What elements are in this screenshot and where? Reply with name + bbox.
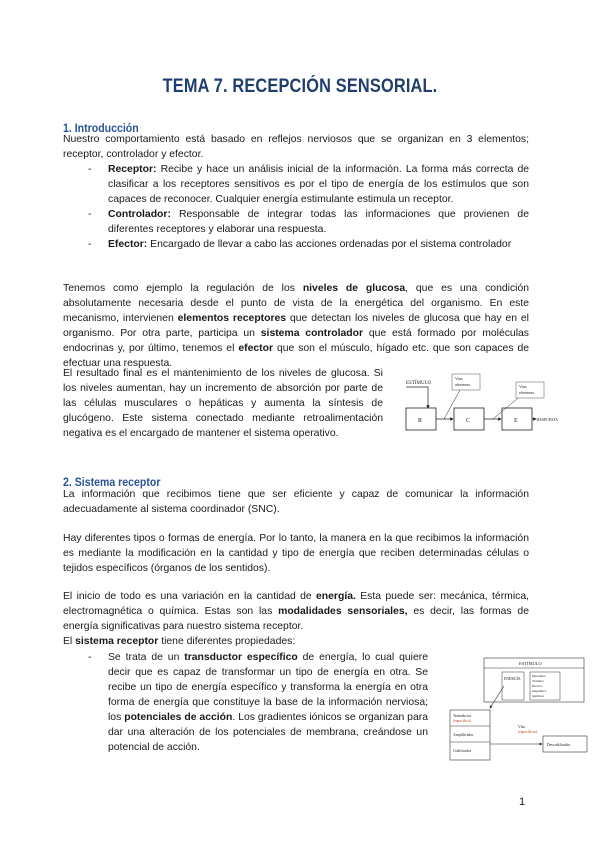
- svg-text:ESTÍMULO: ESTÍMULO: [519, 661, 542, 666]
- result-paragraph: El resultado final es el mantenimiento de los niveles de glucosa. Si los niveles aumentan, hay un incremento de absorción por parte de las células musculares o hepáticas y aumenta la síntesis de glucógeno. Este sistema conectado mediante retroalimentación negativa es el encargado de mantener el sistema operativo.: [63, 368, 383, 439]
- list-item-transductor: - Se trata de un transductor específico de energía, lo cual quiere decir que es capaz de transformar un tipo de energía en otra. Se recibe un tipo de energía específico y transforma la energía en otra forma de energía que constituye la base de la información nerviosa; los potenciales de acción. Los gradientes iónicos se organizan para dar una alteración de los potenciales de membrana, creándose un potencial de acción.: [88, 652, 428, 753]
- properties-intro: El sistema receptor tiene diferentes propiedades:: [63, 636, 296, 647]
- svg-text:Electro-: Electro-: [532, 684, 544, 688]
- response-label: RESPUESTA: [537, 418, 559, 422]
- list-item-text: Responsable de integrar todas las informaciones que provienen de diferentes receptores y elaborar una respuesta.: [108, 209, 529, 235]
- page-title: TEMA 7. RECEPCIÓN SENSORIAL.: [162, 76, 438, 97]
- list-item-controlador: - Controlador: Responsable de integrar todas las informaciones que provienen de diferentes receptores y elaborar una respuesta.: [88, 209, 529, 235]
- stimulus-label: ESTÍMULO: [406, 381, 432, 386]
- receptor-label: R: [418, 418, 423, 424]
- svg-text:magnética: magnética: [532, 689, 547, 693]
- efficiency-paragraph: La información que recibimos tiene que ser eficiente y capaz de comunicar la información adecuadamente al sistema coordinador (SNC).: [63, 489, 529, 515]
- list-item-text: Encargado de llevar a cabo las acciones ordenadas por el sistema controlador: [147, 239, 512, 250]
- svg-text:Química: Química: [532, 694, 545, 698]
- svg-text:(específicas): (específicas): [518, 730, 538, 734]
- list-item-label: Receptor:: [108, 164, 157, 175]
- svg-text:Transductor: Transductor: [453, 714, 472, 718]
- svg-text:Vías: Vías: [518, 725, 525, 729]
- list-item-label: Efector:: [108, 239, 148, 250]
- svg-text:Mecánica: Mecánica: [532, 674, 546, 678]
- glucose-paragraph: Tenemos como ejemplo la regulación de los niveles de glucosa, que es una condición absolutamente necesaria desde el punto de vista de la energética del organismo. En este mecanismo, intervienen elementos receptores que detectan los niveles de glucosa que hay en el organismo. Por otra parte, participa un sistema controlador que está formado por moléculas endocrinas y, por último, tenemos el efector que son el músculo, hígado etc. que son capaces de efectuar una respuesta.: [63, 283, 530, 369]
- list-item-efector: - Efector: Encargado de llevar a cabo las acciones ordenadas por el sistema controlador: [88, 239, 512, 250]
- svg-text:Amplificador: Amplificador: [453, 733, 474, 737]
- svg-text:(específico): (específico): [453, 719, 471, 723]
- svg-text:Vías: Vías: [455, 376, 463, 381]
- modalities-paragraph: El inicio de todo es una variación en la cantidad de energía. Esta puede ser: mecánica, térmica, electromagnética o química. Estas son las modalidades sensoriales, es decir, las formas de energía significativas para nuestro sistema receptor.: [63, 591, 529, 632]
- effector-label: E: [514, 418, 518, 424]
- svg-text:Descodificador: Descodificador: [547, 743, 571, 747]
- svg-text:Codificador: Codificador: [453, 749, 472, 753]
- controller-label: C: [466, 418, 471, 424]
- svg-text:aferentes: aferentes: [455, 382, 471, 387]
- reflex-diagram: [400, 370, 559, 442]
- svg-text:Vías: Vías: [519, 384, 527, 389]
- page-number: 1: [519, 796, 526, 808]
- list-item-label: Controlador:: [108, 209, 171, 220]
- section-heading-introduccion: 1. Introducción: [63, 121, 139, 135]
- svg-text:Térmica: Térmica: [532, 679, 544, 683]
- transducer-diagram: [444, 656, 602, 762]
- section-heading-sistema-receptor: 2. Sistema receptor: [63, 475, 161, 489]
- intro-paragraph: Nuestro comportamiento está basado en reflejos nerviosos que se organizan en 3 elementos; receptor, controlador y efector.: [63, 134, 529, 160]
- svg-text:eferentes: eferentes: [519, 390, 535, 395]
- svg-text:ENERGÍA: ENERGÍA: [504, 677, 521, 681]
- energy-types-paragraph: Hay diferentes tipos o formas de energía. Por lo tanto, la manera en la que recibimos la información es mediante la modificación en la cantidad y tipo de energía que reciben determinadas células o tejidos específicos (órganos de los sentidos).: [63, 533, 529, 574]
- list-item-receptor: - Receptor: Recibe y hace un análisis inicial de la información. La forma más correcta de clasificar a los receptores sensitivos es por el tipo de energía de los estímulos que son capaces de reconocer. Cualquier energía estimulante estimula un receptor.: [88, 164, 529, 205]
- list-item-text: Recibe y hace un análisis inicial de la información. La forma más correcta de clasificar a los receptores sensitivos es por el tipo de energía de los estímulos que son capaces de reconocer. Cualquier energía estimulante estimula un receptor.: [108, 164, 529, 205]
